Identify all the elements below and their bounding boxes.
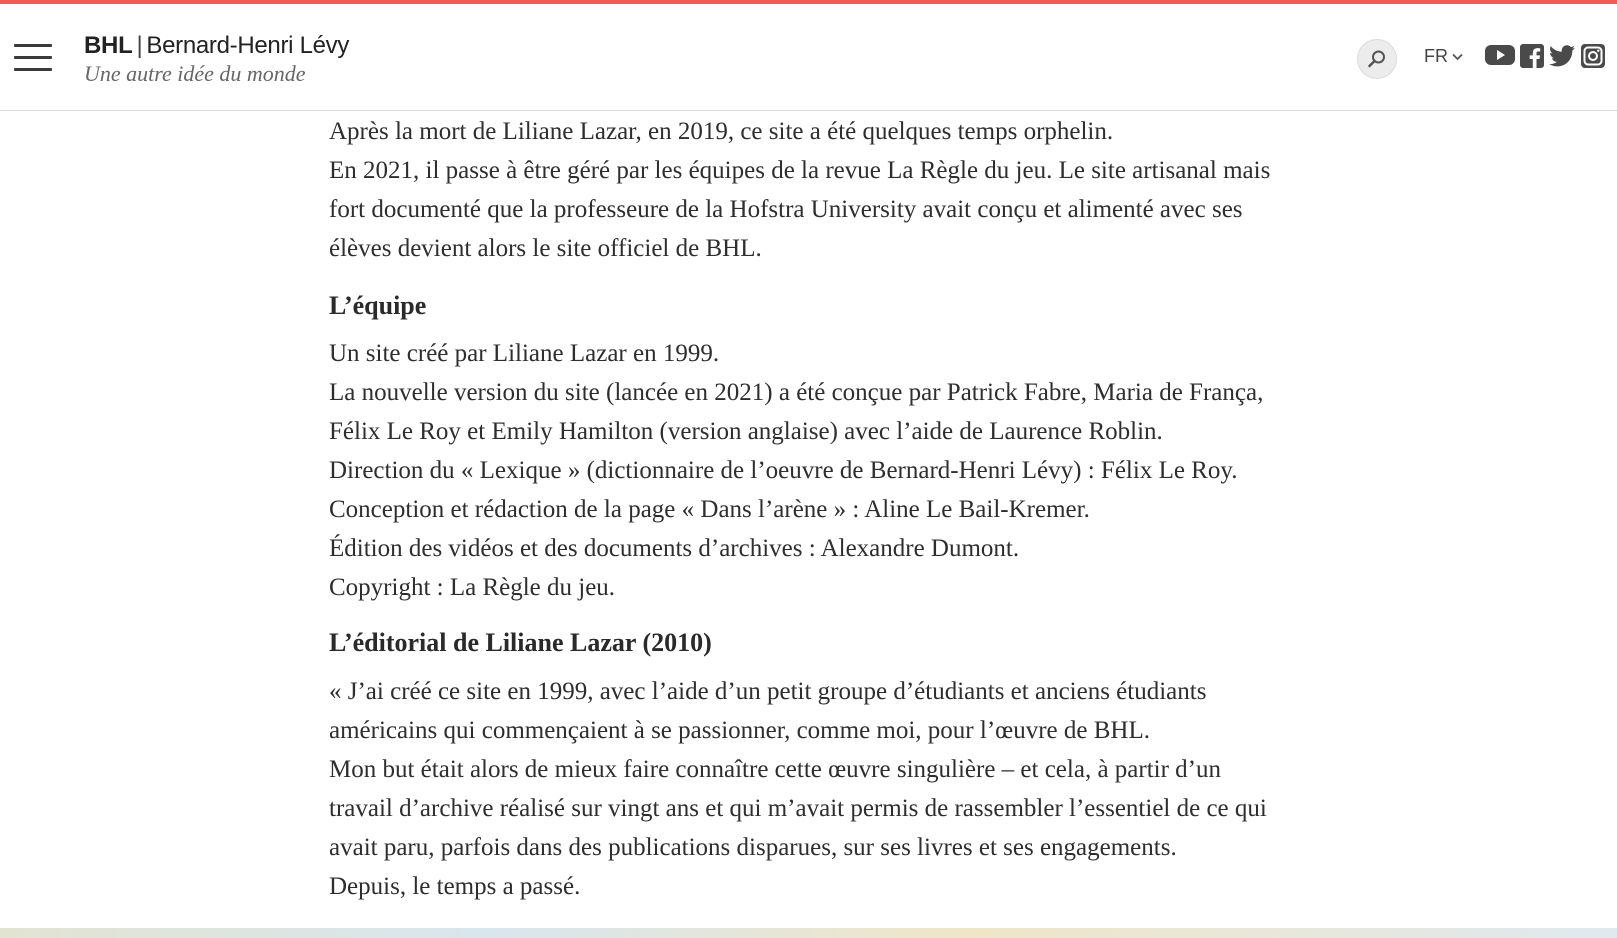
youtube-icon[interactable]: [1485, 44, 1515, 66]
article-content: [329, 112, 1289, 906]
brand-separator: |: [136, 32, 143, 59]
paragraph: Après la mort de Liliane Lazar, en 2019, ce site a été quelques temps orphelin.: [329, 118, 1114, 145]
section-heading-team: L’équipe: [329, 291, 427, 320]
menu-button[interactable]: [14, 44, 52, 74]
language-label: FR: [1424, 46, 1448, 66]
paragraph: Direction du « Lexique » (dictionnaire de l’oeuvre de Bernard-Henri Lévy) : Félix Le Roy.: [329, 457, 1238, 484]
hamburger-line: [14, 68, 52, 71]
paragraph: Depuis, le temps a passé.: [329, 873, 581, 900]
paragraph: « J’ai créé ce site en 1999, avec l’aide d’un petit groupe d’étudiants et anciens étudiants américains qui commençaient à se passionner, comme moi, pour l’œuvre de BHL.: [329, 678, 1207, 744]
brand-short: BHL: [84, 32, 133, 59]
paragraph: La nouvelle version du site (lancée en 2021) a été conçue par Patrick Fabre, Maria de França, Félix Le Roy et Emily Hamilton (version anglaise) avec l’aide de Laurence Roblin.: [329, 379, 1264, 445]
facebook-icon[interactable]: [1520, 44, 1544, 68]
search-button[interactable]: [1357, 39, 1397, 79]
bottom-edge-strip: [0, 928, 1617, 938]
instagram-icon[interactable]: [1581, 44, 1605, 68]
paragraph: Un site créé par Liliane Lazar en 1999.: [329, 340, 720, 367]
search-icon: [1367, 49, 1387, 69]
hamburger-menu-icon: [14, 44, 52, 47]
site-logo-link[interactable]: [84, 32, 349, 87]
twitter-icon[interactable]: [1549, 45, 1575, 67]
paragraph: Édition des vidéos et des documents d’archives : Alexandre Dumont.: [329, 535, 1020, 562]
site-header: [0, 4, 1617, 111]
paragraph: En 2021, il passe à être géré par les équipes de la revue La Règle du jeu. Le site artisanal mais fort documenté que la professeure de la Hofstra University avait conçu et alimenté avec ses élèves devient alors le site officiel de BHL.: [329, 157, 1271, 262]
paragraph: Copyright : La Règle du jeu.: [329, 574, 616, 601]
chevron-down-icon: [1452, 53, 1463, 61]
paragraph: Mon but était alors de mieux faire connaître cette œuvre singulière – et cela, à partir d’un travail d’archive réalisé sur vingt ans et qui m’avait permis de rassembler l’essentiel de ce qui avait paru, parfois dans des publications disparues, sur ses livres et ses engagements.: [329, 756, 1267, 861]
language-selector[interactable]: [1424, 46, 1463, 67]
brand-name: Bernard-Henri Lévy: [146, 32, 350, 59]
section-heading-editorial: L’éditorial de Liliane Lazar (2010): [329, 628, 712, 657]
paragraph: Conception et rédaction de la page « Dans l’arène » : Aline Le Bail-Kremer.: [329, 496, 1090, 523]
brand-title: [84, 32, 349, 60]
site-tagline: Une autre idée du monde: [84, 61, 306, 86]
hamburger-line: [14, 56, 52, 59]
